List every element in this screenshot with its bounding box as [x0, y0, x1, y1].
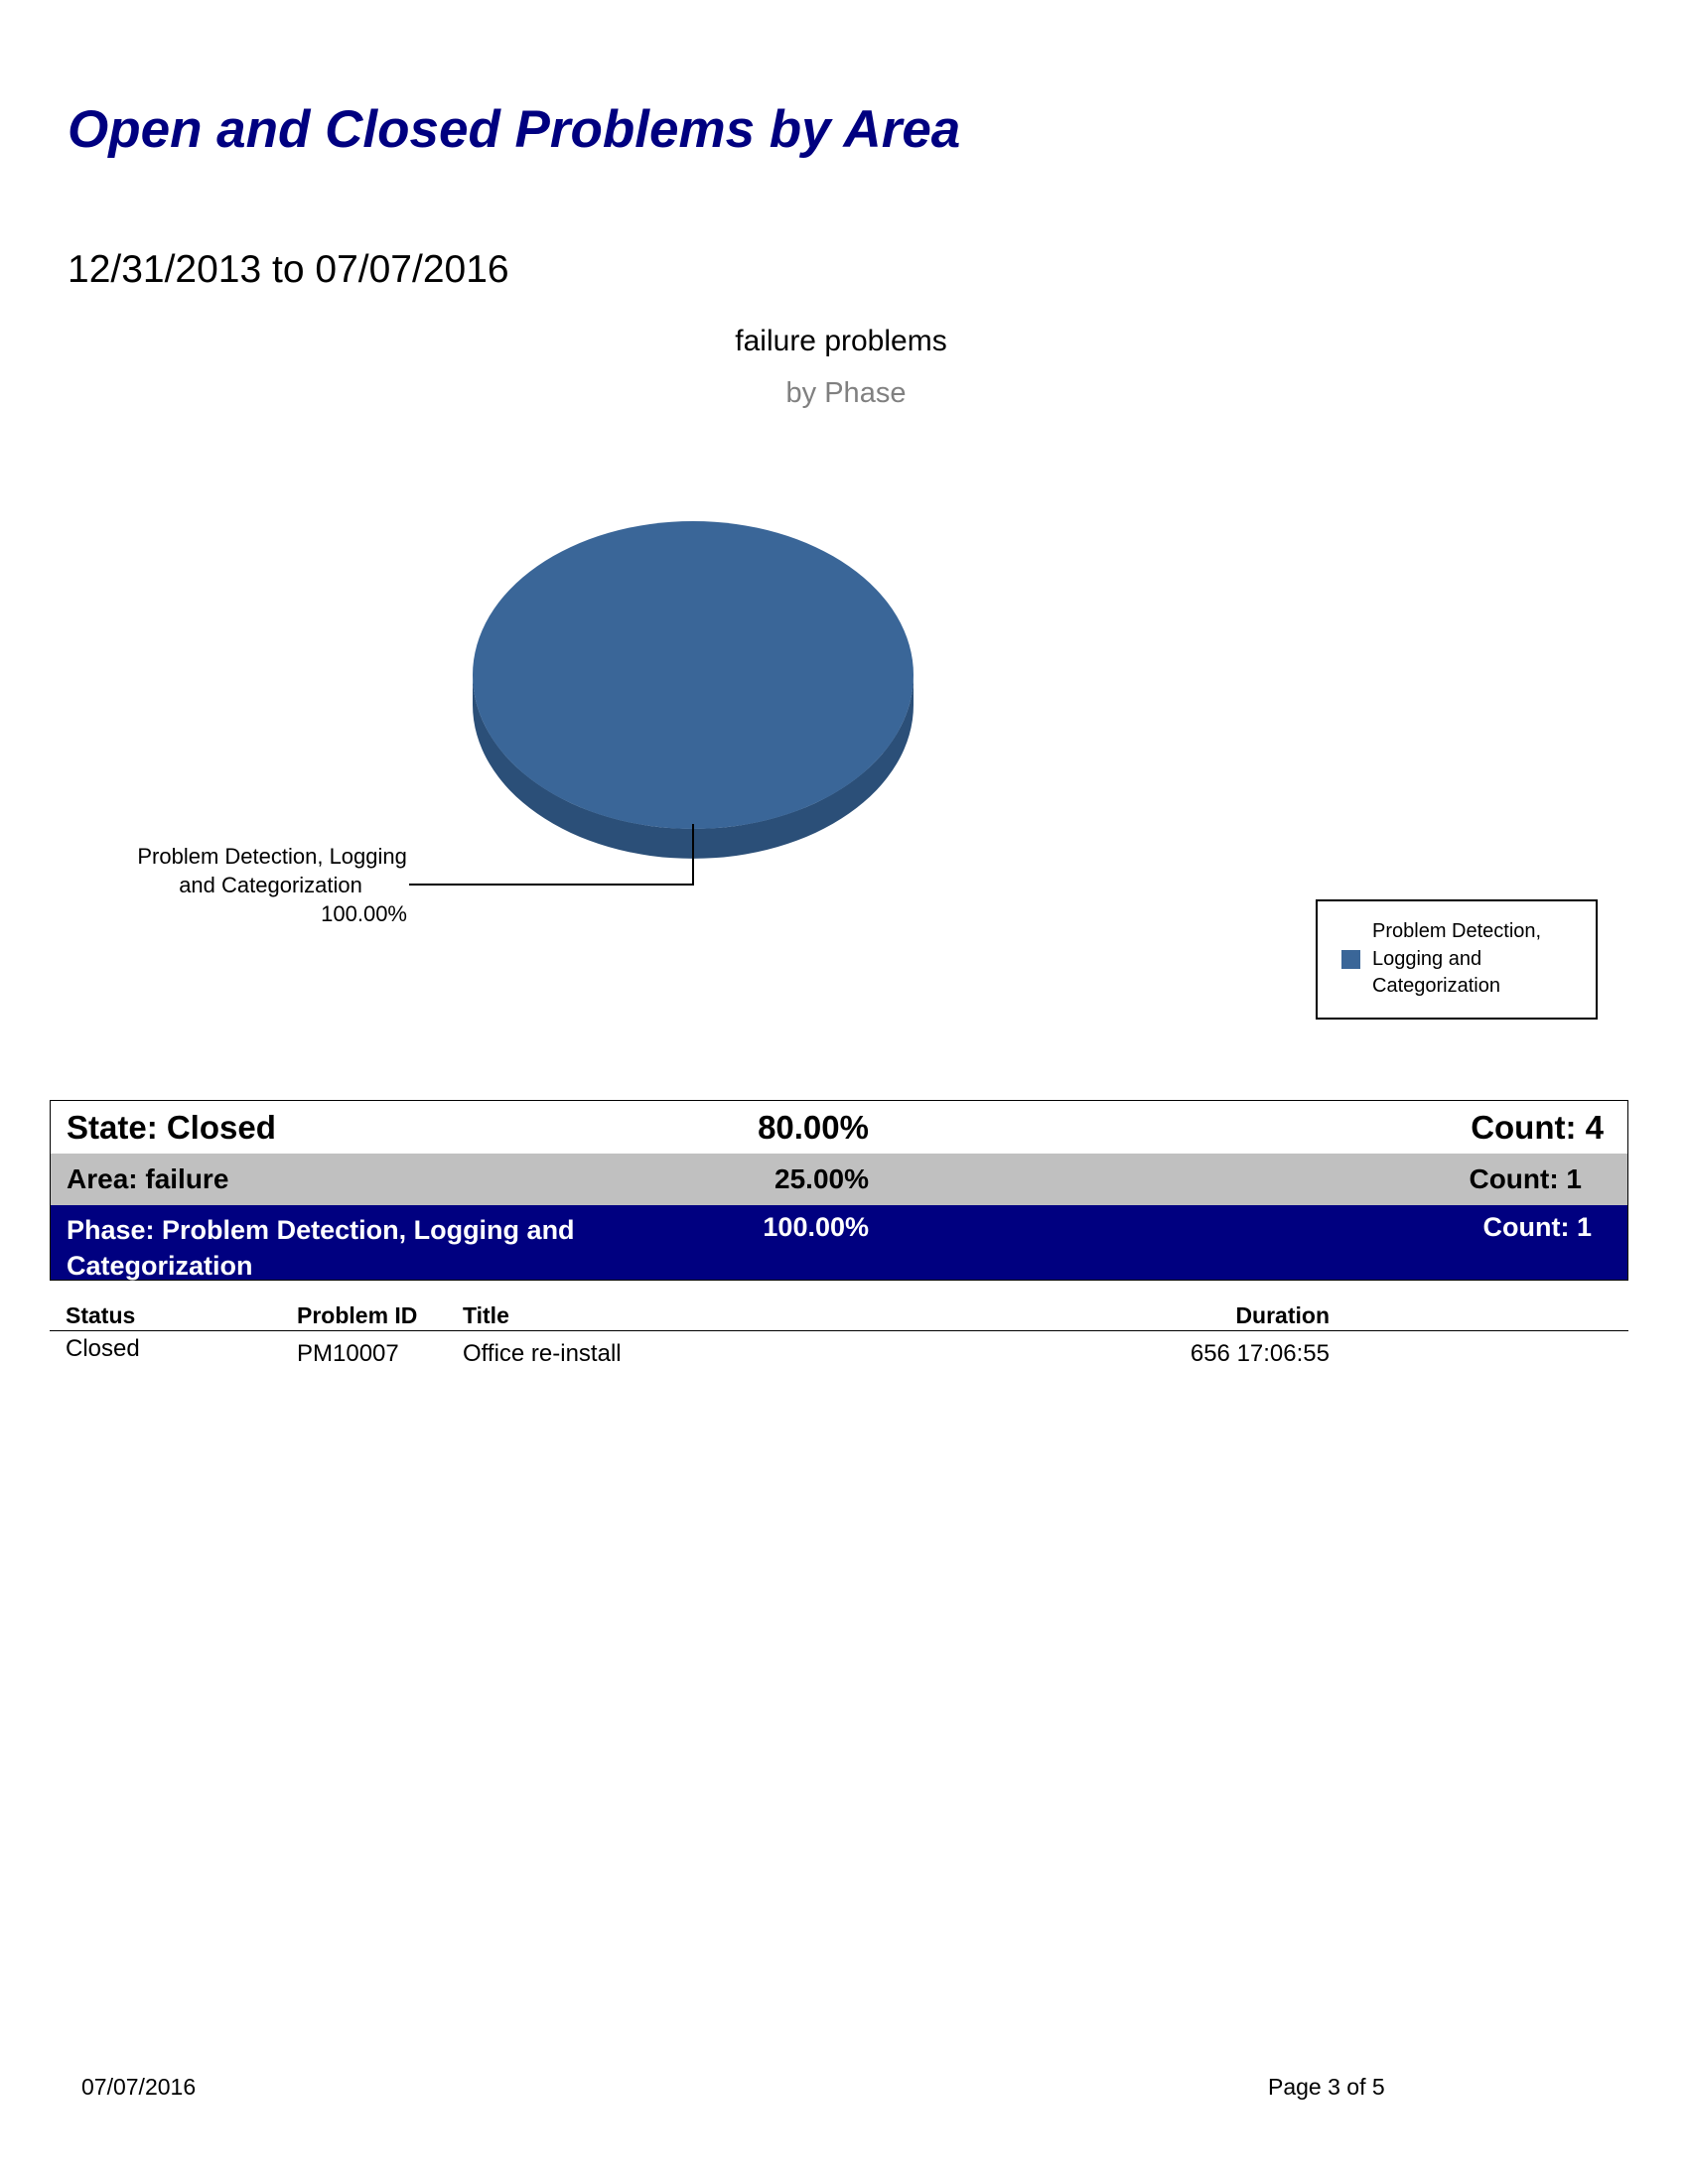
area-percent: 25.00% [774, 1163, 869, 1194]
legend-label-line-2: Logging and [1372, 948, 1482, 970]
state-label: State: Closed [67, 1109, 276, 1146]
row-status: Closed [66, 1335, 140, 1362]
column-header-duration: Duration [1235, 1302, 1330, 1328]
legend-label-line-3: Categorization [1372, 975, 1500, 997]
pie-chart [0, 298, 1688, 1052]
pie-slice-0 [473, 521, 914, 829]
column-header-title: Title [463, 1302, 509, 1328]
date-range: 12/31/2013 to 07/07/2016 [68, 248, 509, 291]
column-header-status: Status [66, 1302, 136, 1328]
footer-page-number: Page 3 of 5 [1268, 2074, 1385, 2100]
area-count: Count: 1 [1469, 1163, 1582, 1194]
slice-label-line-1: Problem Detection, Logging [137, 844, 407, 869]
phase-percent: 100.00% [763, 1212, 869, 1242]
chart-title: failure problems [735, 325, 947, 357]
state-count: Count: 4 [1471, 1109, 1604, 1146]
area-group-row [51, 1154, 1627, 1205]
state-percent: 80.00% [758, 1109, 869, 1146]
row-title: Office re-install [463, 1340, 622, 1367]
state-group-row [51, 1101, 1627, 1154]
chart-subtitle: by Phase [785, 377, 907, 409]
area-label: Area: failure [67, 1163, 229, 1194]
pie-slices [473, 521, 914, 859]
table-row [50, 1335, 1628, 1369]
chart-legend [1317, 900, 1597, 1019]
row-duration: 656 17:06:55 [1190, 1340, 1330, 1367]
table-header [50, 1302, 1628, 1331]
slice-label [137, 844, 413, 926]
column-header-problem-id: Problem ID [297, 1302, 418, 1328]
group-summary [50, 1100, 1628, 1281]
slice-percent-label: 100.00% [321, 901, 407, 926]
phase-count: Count: 1 [1482, 1212, 1592, 1242]
legend-label-line-1: Problem Detection, [1372, 920, 1542, 942]
footer-date: 07/07/2016 [81, 2074, 197, 2100]
phase-label: Phase: Problem Detection, Logging and Categorization [67, 1215, 575, 1281]
report-title: Open and Closed Problems by Area [68, 100, 961, 159]
slice-label-line-2: and Categorization [179, 873, 362, 897]
phase-group-row [51, 1205, 1627, 1280]
legend-swatch [1341, 950, 1360, 969]
row-problem-id: PM10007 [297, 1340, 399, 1367]
